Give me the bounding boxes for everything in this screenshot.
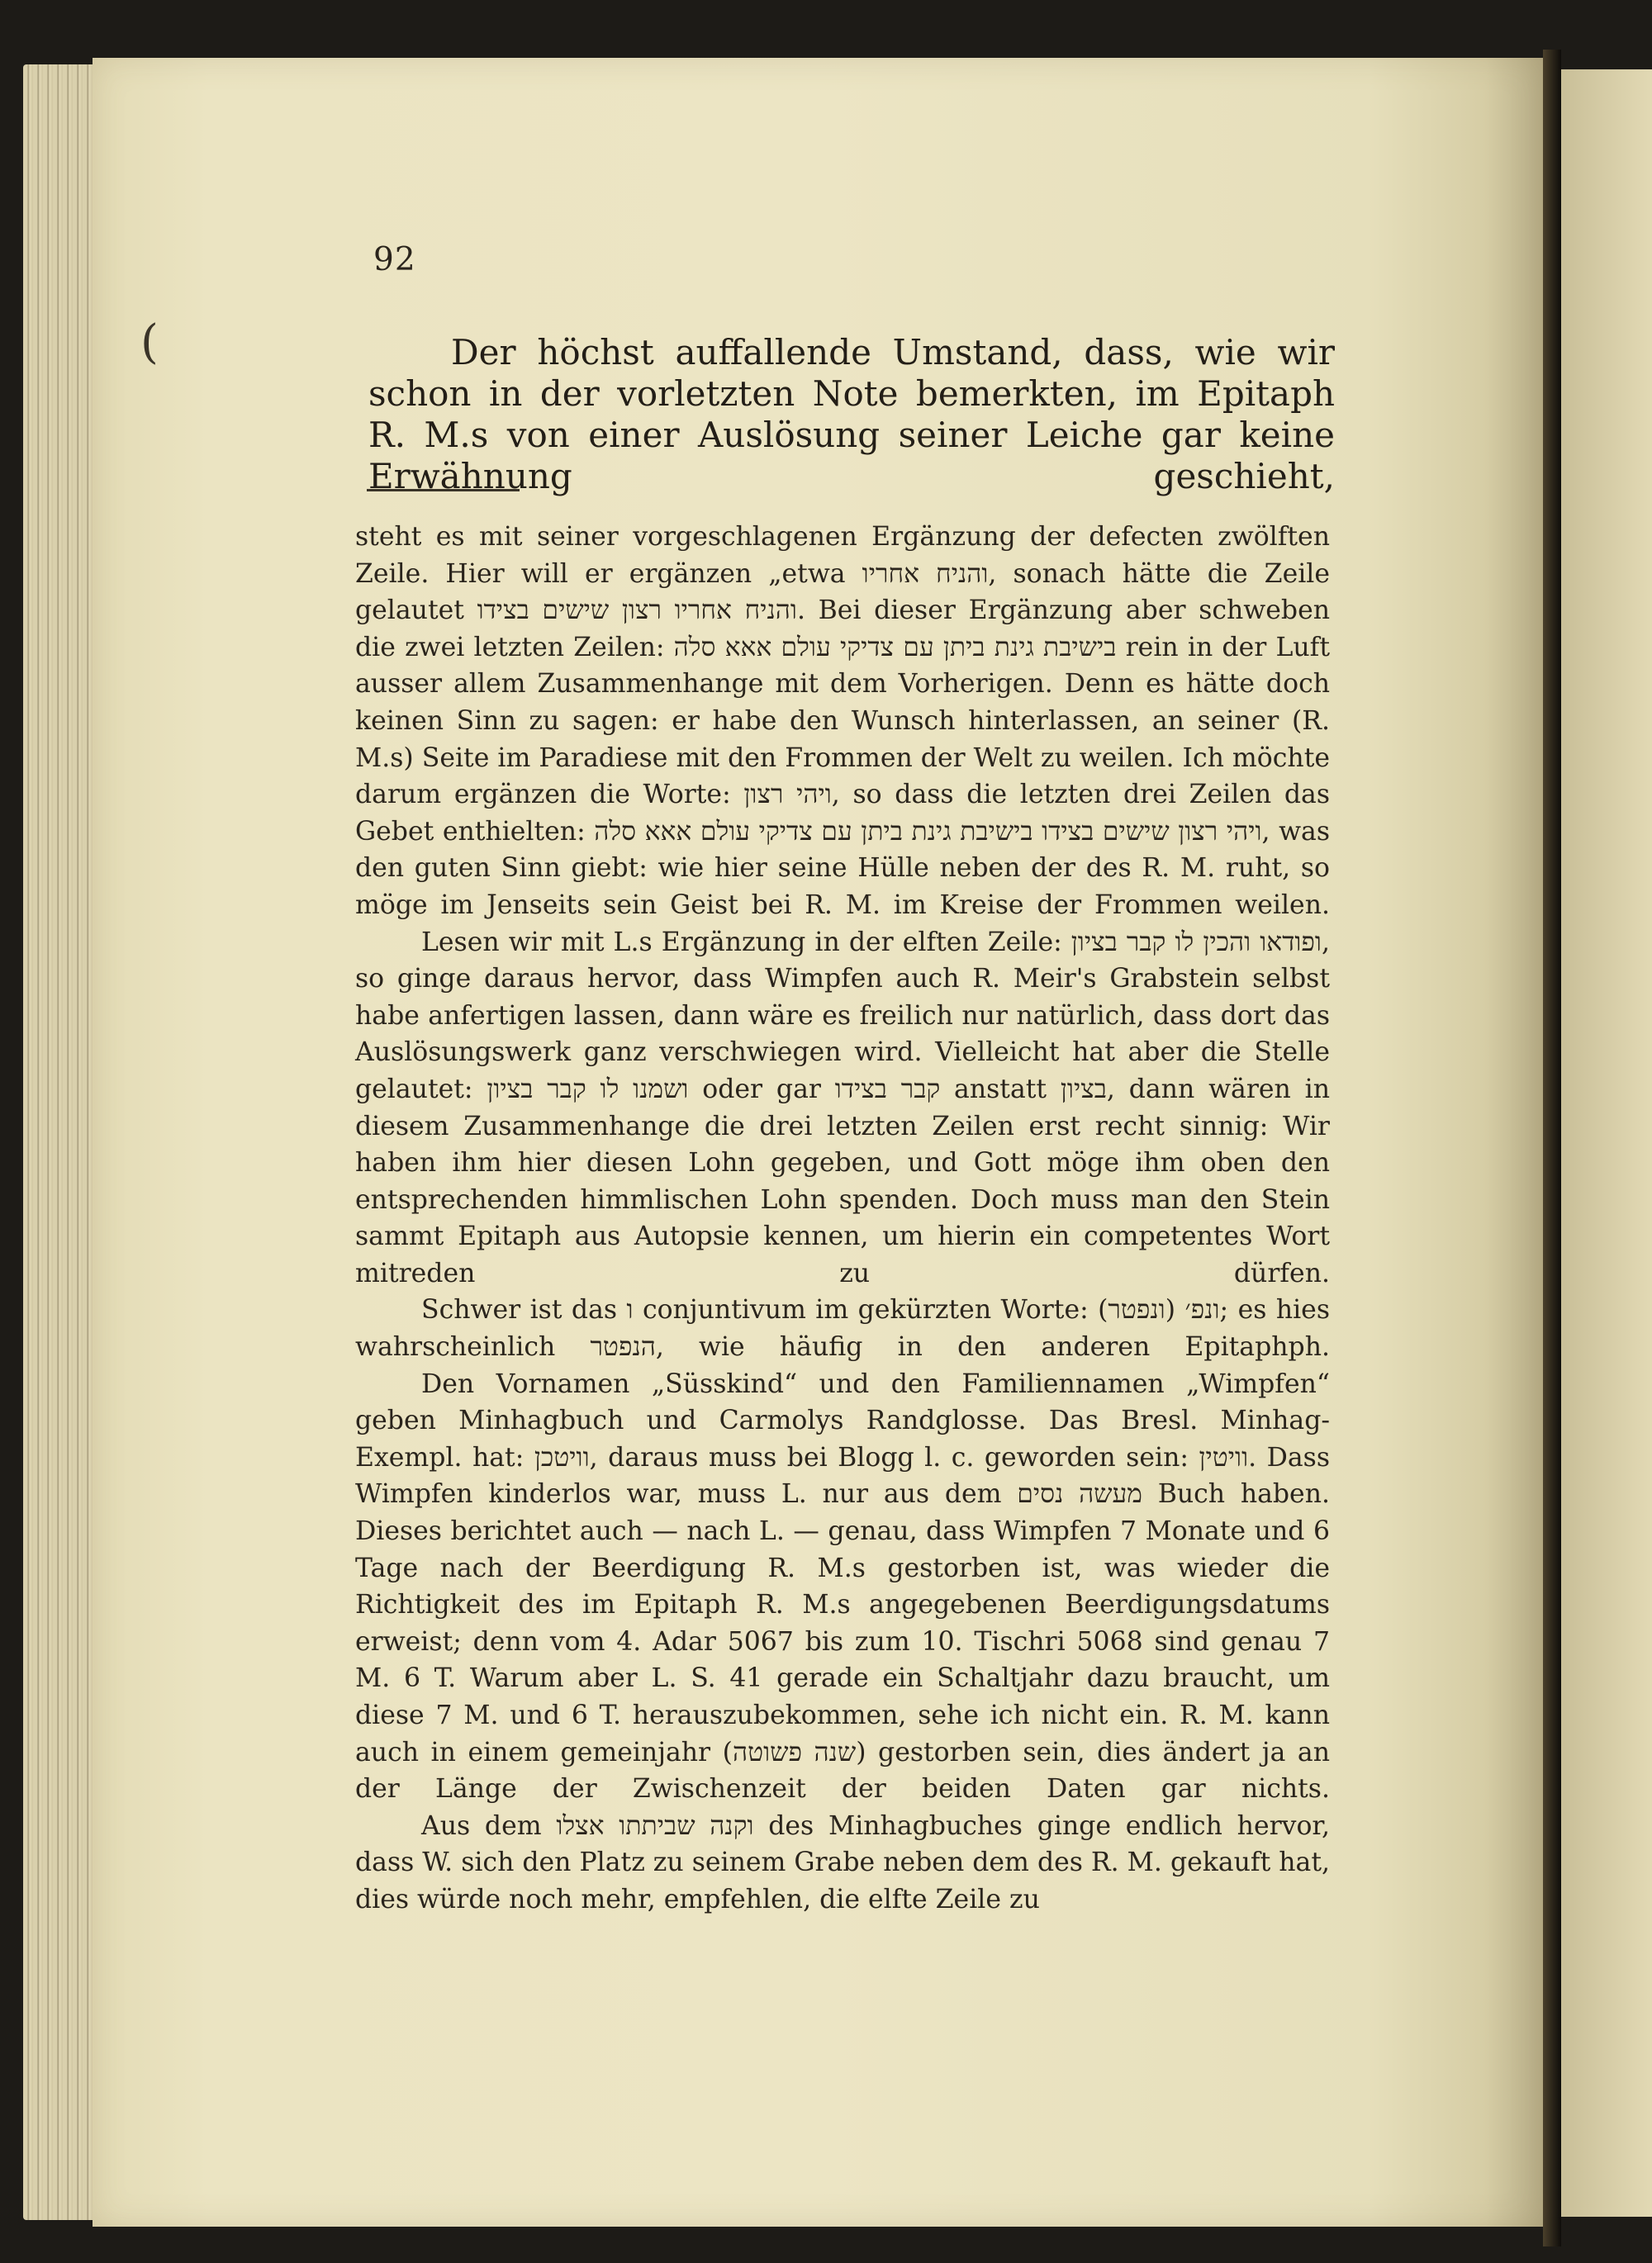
facing-page-edge [1561,69,1652,2217]
footnote-divider [367,489,520,491]
book-gutter [1543,50,1561,2246]
footnote-paragraph-4: Den Vornamen „Süsskind“ und den Familiennamen „Wimpfen“ geben Minhagbuch und Carmolys Randglosse. Das Bresl. Minhag-Exempl. hat: וויטכן, daraus muss bei Blogg l. c. geworden sein: וויטין. Dass Wimpfen kinderlos war, muss L. nur aus dem מעשה נסים Buch haben. Dieses berichtet auch — nach L. — genau, dass Wimpfen 7 Monate und 6 Tage nach der Beerdigung R. M.s gestorben ist, was wieder die Richtigkeit des im Epitaph R. M.s angegebenen Beerdigungsdatums erweist; denn vom 4. Adar 5067 bis zum 10. Tischri 5068 sind genau 7 M. 6 T. Warum aber L. S. 41 gerade ein Schaltjahr dazu braucht, um diese 7 M. und 6 T. herauszubekommen, sehe ich nicht ein. R. M. kann auch in einem gemeinjahr (שנה פשוטה) gestorben sein, dies ändert ja an der Länge der Zwischenzeit der beiden Daten gar nichts. [355,1369,1330,1805]
footnote-block [355,519,1330,1919]
footnote-paragraph-5: Aus dem וקנה שביתתו אצלו des Minhagbuches ginge endlich hervor, dass W. sich den Platz zu seinem Grabe neben dem des R. M. gekauft hat, dies würde noch mehr, empfehlen, die elfte Zeile zu [355,1810,1331,1914]
page-number: 92 [373,241,416,278]
footnote-paragraph-2: Lesen wir mit L.s Ergänzung in der elften Zeile: ופודאו והכין לו קבר בציון, so ginge daraus hervor, dass Wimpfen auch R. Meir's Grabstein selbst habe anfertigen lassen, dann wäre es freilich nur natürlich, dass dort das Auslösungswerk ganz verschwiegen wird. Vielleicht hat aber die Stelle gelautet: ושמנו לו קבר בציון oder gar קבר בצידו anstatt בציון, dann wären in diesem Zusammenhange die drei letzten Zeilen erst recht sinnig: Wir haben ihm hier diesen Lohn gegeben, und Gott möge ihm oben den entsprechenden himmlischen Lohn spenden. Doch muss man den Stein sammt Epitaph aus Autopsie kennen, um hierin ein competentes Wort mitreden zu dürfen. [355,927,1330,1288]
footnote-paragraph-3: Schwer ist das ו conjuntivum im gekürzten Worte: ונפ׳ (ונפטר); es hies wahrscheinlich הנפטר, wie häufig in den anderen Epitaphph. [355,1295,1331,1363]
page-edges [23,64,99,2220]
main-text-paragraph: Der höchst auffallende Umstand, dass, wie wir schon in der vorletzten Note bemerkten, im Epitaph R. M.s von einer Auslösung seiner Leiche gar keine Erwähnung geschieht, [368,332,1335,496]
margin-mark: ( [140,315,159,369]
footnote-paragraph-1: steht es mit seiner vorgeschlagenen Ergänzung der defecten zwölften Zeile. Hier will er ergänzen „etwa והניח אחריו, sonach hätte die Zeile gelautet והניח אחריו רצון שישים בצידו. Bei dieser Ergänzung aber schweben die zwei letzten Zeilen: בישיבת גינת ביתן עם צדיקי עולם אאא סלה rein in der Luft ausser allem Zusammenhange mit dem Vorherigen. Denn es hätte doch keinen Sinn zu sagen: er habe den Wunsch hinterlassen, an seiner (R. M.s) Seite im Paradiese mit den Frommen der Welt zu weilen. Ich möchte darum ergänzen die Worte: ויהי רצון, so dass die letzten drei Zeilen das Gebet enthielten: ויהי רצון שישים בצידו בישיבת גינת ביתן עם צדיקי עולם אאא סלה, was den guten Sinn giebt: wie hier seine Hülle neben der des R. M. ruht, so möge im Jenseits sein Geist bei R. M. im Kreise der Frommen weilen. [355,522,1331,920]
